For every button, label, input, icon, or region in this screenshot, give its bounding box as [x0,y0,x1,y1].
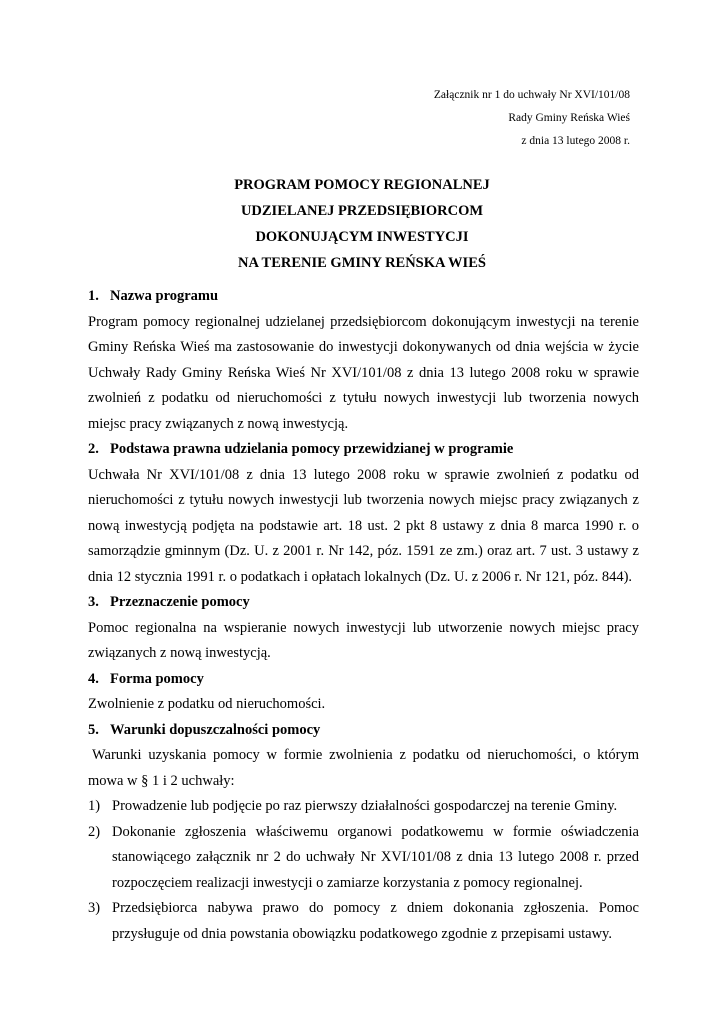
section-title: Przeznaczenie pomocy [110,594,250,610]
condition-item [88,896,639,947]
section-title: Podstawa prawna udzielania pomocy przewidzianej w programie [110,441,514,457]
section-text: Warunki uzyskania pomocy w formie zwolnienia z podatku od nieruchomości, o którym mowa w § 1 i 2 uchwały: [88,747,639,789]
section-number: 3. [88,594,99,610]
attachment-note-line: Rady Gminy Reńska Wieś [508,112,630,124]
section-number: 2. [88,441,99,457]
attachment-note-line: Załącznik nr 1 do uchwały Nr XVI/101/08 [433,89,630,101]
section-text: Program pomocy regionalnej udzielanej przedsiębiorcom dokonującym inwestycji na terenie Gminy Reńska Wieś ma zastosowanie do inwestycji dokonywanych od dnia wejścia w życie Uchwały Rady Gminy Reńska Wieś Nr XVI/101/08 z dnia 13 lutego 2008 roku w sprawie zwolnień z podatku od nieruchomości z tytułu nowych inwestycji lub tworzenia nowych miejsc pracy związanych z nową inwestycją. [88,313,639,432]
condition-text: Przedsiębiorca nabywa prawo do pomocy z dniem dokonania zgłoszenia. Pomoc przysługuje od dnia powstania obowiązku podatkowego zgodnie z przepisami ustawy. [112,900,639,942]
document-body [88,284,639,947]
condition-text: Prowadzenie lub podjęcie po raz pierwszy działalności gospodarczej na terenie Gminy. [112,798,618,814]
section-text: Zwolnienie z podatku od nieruchomości. [88,696,326,712]
section-text: Uchwała Nr XVI/101/08 z dnia 13 lutego 2008 roku w sprawie zwolnień z podatku od nieruchomości z tytułu nowych inwestycji lub tworzenia nowych miejsc pracy związanych z nową inwestycją podjęta na podstawie art. 18 ust. 2 pkt 8 ustawy z dnia 8 marca 1990 r. o samorządzie gminnym (Dz. U. z 2001 r. Nr 142, póz. 1591 ze zm.) oraz art. 7 ust. 3 ustawy z dnia 12 stycznia 1991 r. o podatkach i opłatach lokalnych (Dz. U. z 2006 r. Nr 121, póz. 844). [88,466,639,585]
section-number: 4. [88,670,99,687]
section-heading [88,718,639,744]
title-line: NA TERENIE GMINY REŃSKA WIEŚ [238,255,486,271]
section-title: Forma pomocy [110,670,204,687]
section-heading [88,667,639,693]
condition-number: 2) [88,823,101,840]
section-title: Nazwa programu [110,288,219,304]
section-heading [88,590,639,616]
section-heading [88,437,639,463]
document-title [0,172,724,276]
section-title: Warunki dopuszczalności pomocy [110,721,321,738]
condition-text: Dokonanie zgłoszenia właściwemu organowi podatkowemu w formie oświadczenia stanowiącego załącznik nr 2 do uchwały Nr XVI/101/08 z dnia 13 lutego 2008 r. przed rozpoczęciem realizacji inwestycji o zamiarze korzystania z pomocy regionalnej. [112,823,639,891]
title-line: PROGRAM POMOCY REGIONALNEJ [234,177,490,193]
section-heading [88,284,639,310]
attachment-note [434,84,630,153]
condition-number: 3) [88,900,101,916]
title-line: UDZIELANEJ PRZEDSIĘBIORCOM [240,203,484,219]
condition-number: 1) [88,798,101,814]
title-line: DOKONUJĄCYM INWESTYCJI [255,229,469,245]
condition-item [88,820,639,897]
section-number: 1. [88,288,99,304]
condition-item [88,794,639,820]
attachment-note-line: z dnia 13 lutego 2008 r. [521,135,630,147]
section-number: 5. [88,721,99,738]
section-text: Pomoc regionalna na wspieranie nowych inwestycji lub utworzenie nowych miejsc pracy związanych z nową inwestycją. [88,619,639,661]
